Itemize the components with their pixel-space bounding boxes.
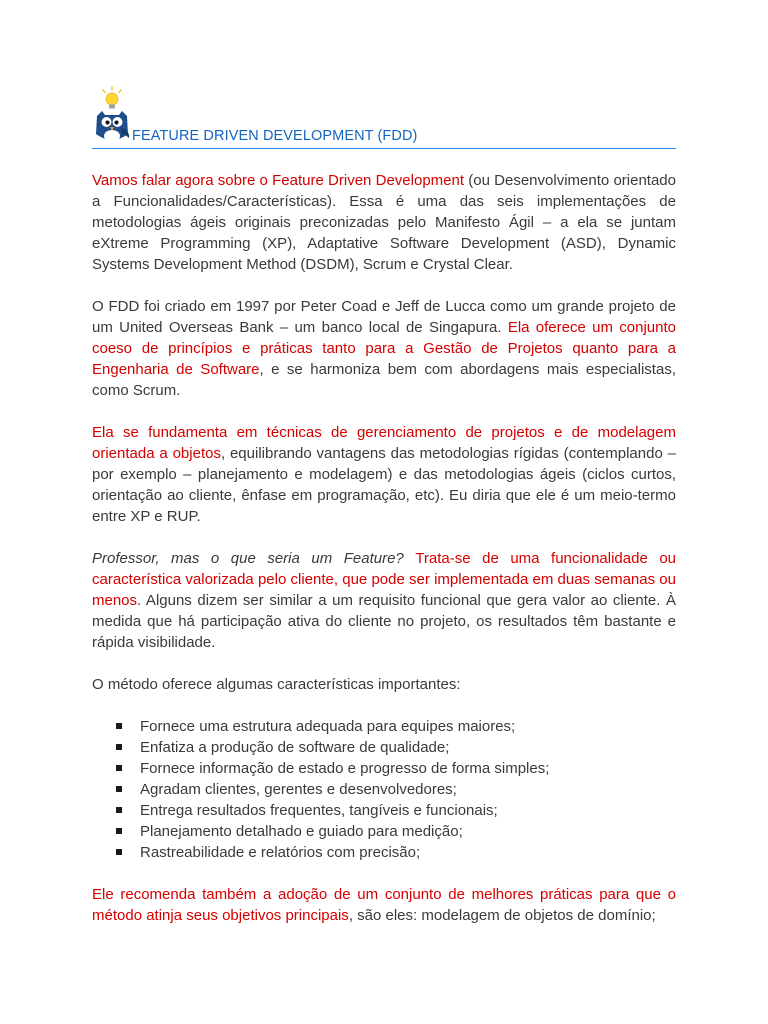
highlighted-text: Trata-se de uma funcionalidade ou característica valorizada pelo cliente, que pode ser implementada em duas semanas ou menos <box>92 550 676 609</box>
paragraph-characteristics-intro <box>92 674 676 695</box>
list-item <box>92 842 676 863</box>
square-bullet-icon <box>116 807 122 813</box>
paragraph-feature-definition <box>92 548 676 653</box>
list-item <box>92 758 676 779</box>
list-item <box>92 779 676 800</box>
square-bullet-icon <box>116 786 122 792</box>
paragraph-foundation <box>92 422 676 527</box>
square-bullet-icon <box>116 723 122 729</box>
list-item-text: Agradam clientes, gerentes e desenvolvedores; <box>140 781 457 798</box>
body-text: O FDD foi criado em 1997 por Peter Coad e Jeff de Lucca como um grande projeto de um United Overseas Bank – um banco local de Singapura. <box>92 298 676 336</box>
body-text: , são eles: modelagem de objetos de domínio; <box>348 907 656 924</box>
body-text: . Alguns dizem ser similar a um requisito funcional que gera valor ao cliente. À medida que há participação ativa do cliente no projeto, os resultados têm bastante e rápida visibilidade. <box>92 592 676 651</box>
square-bullet-icon <box>116 849 122 855</box>
square-bullet-icon <box>116 744 122 750</box>
list-item <box>92 716 676 737</box>
list-item-text: Fornece uma estrutura adequada para equipes maiores; <box>140 718 516 735</box>
body-text: , equilibrando vantagens das metodologias rígidas (contemplando – por exemplo – planejamento e modelagem) e das metodologias ágeis (ciclos curtos, orientação ao cliente, ênfase em programação, etc). Eu diria que ele é um meio-termo entre XP e RUP. <box>92 445 676 525</box>
highlighted-text: Ele recomenda também a adoção de um conjunto de melhores práticas para que o método atinja seus objetivos principais <box>92 886 676 924</box>
section-title: FEATURE DRIVEN DEVELOPMENT (FDD) <box>132 128 418 144</box>
square-bullet-icon <box>116 765 122 771</box>
list-item <box>92 800 676 821</box>
paragraph-intro <box>92 170 676 275</box>
paragraph-history <box>92 296 676 401</box>
highlighted-text: Ela oferece um conjunto coeso de princípios e práticas tanto para a Gestão de Projetos quanto para a Engenharia de Software <box>92 319 677 378</box>
owl-lightbulb-icon <box>92 86 132 148</box>
body-text: (ou Desenvolvimento orientado a Funcionalidades/Características). Essa é uma das seis implementações de metodologias ágeis originais preconizadas pelo Manifesto Ágil – a ela se juntam eXtreme Programming (XP), Adaptative Software Development (ASD), Dynamic Systems Development Method (DSDM), Scrum e Crystal Clear. <box>92 172 676 273</box>
list-item-text: Rastreabilidade e relatórios com precisão; <box>140 844 421 861</box>
section-header <box>92 86 676 150</box>
characteristics-list <box>92 716 676 863</box>
body-text: O método oferece algumas características importantes: <box>92 676 461 693</box>
list-item <box>92 821 676 842</box>
list-item <box>92 737 676 758</box>
highlighted-text: Ela se fundamenta em técnicas de gerenciamento de projetos e de modelagem orientada a objetos <box>92 424 676 462</box>
italic-text: Professor, mas o que seria um Feature? <box>92 550 416 567</box>
square-bullet-icon <box>116 828 122 834</box>
body-text: , e se harmoniza bem com abordagens mais especialistas, como Scrum. <box>92 361 676 399</box>
list-item-text: Enfatiza a produção de software de qualidade; <box>140 739 450 756</box>
title-underline <box>92 148 676 149</box>
paragraph-best-practices <box>92 884 676 926</box>
list-item-text: Fornece informação de estado e progresso de forma simples; <box>140 760 550 777</box>
list-item-text: Planejamento detalhado e guiado para medição; <box>140 823 463 840</box>
list-item-text: Entrega resultados frequentes, tangíveis e funcionais; <box>140 802 498 819</box>
highlighted-text: Vamos falar agora sobre o Feature Driven Development <box>92 172 465 189</box>
document-body <box>92 170 676 947</box>
